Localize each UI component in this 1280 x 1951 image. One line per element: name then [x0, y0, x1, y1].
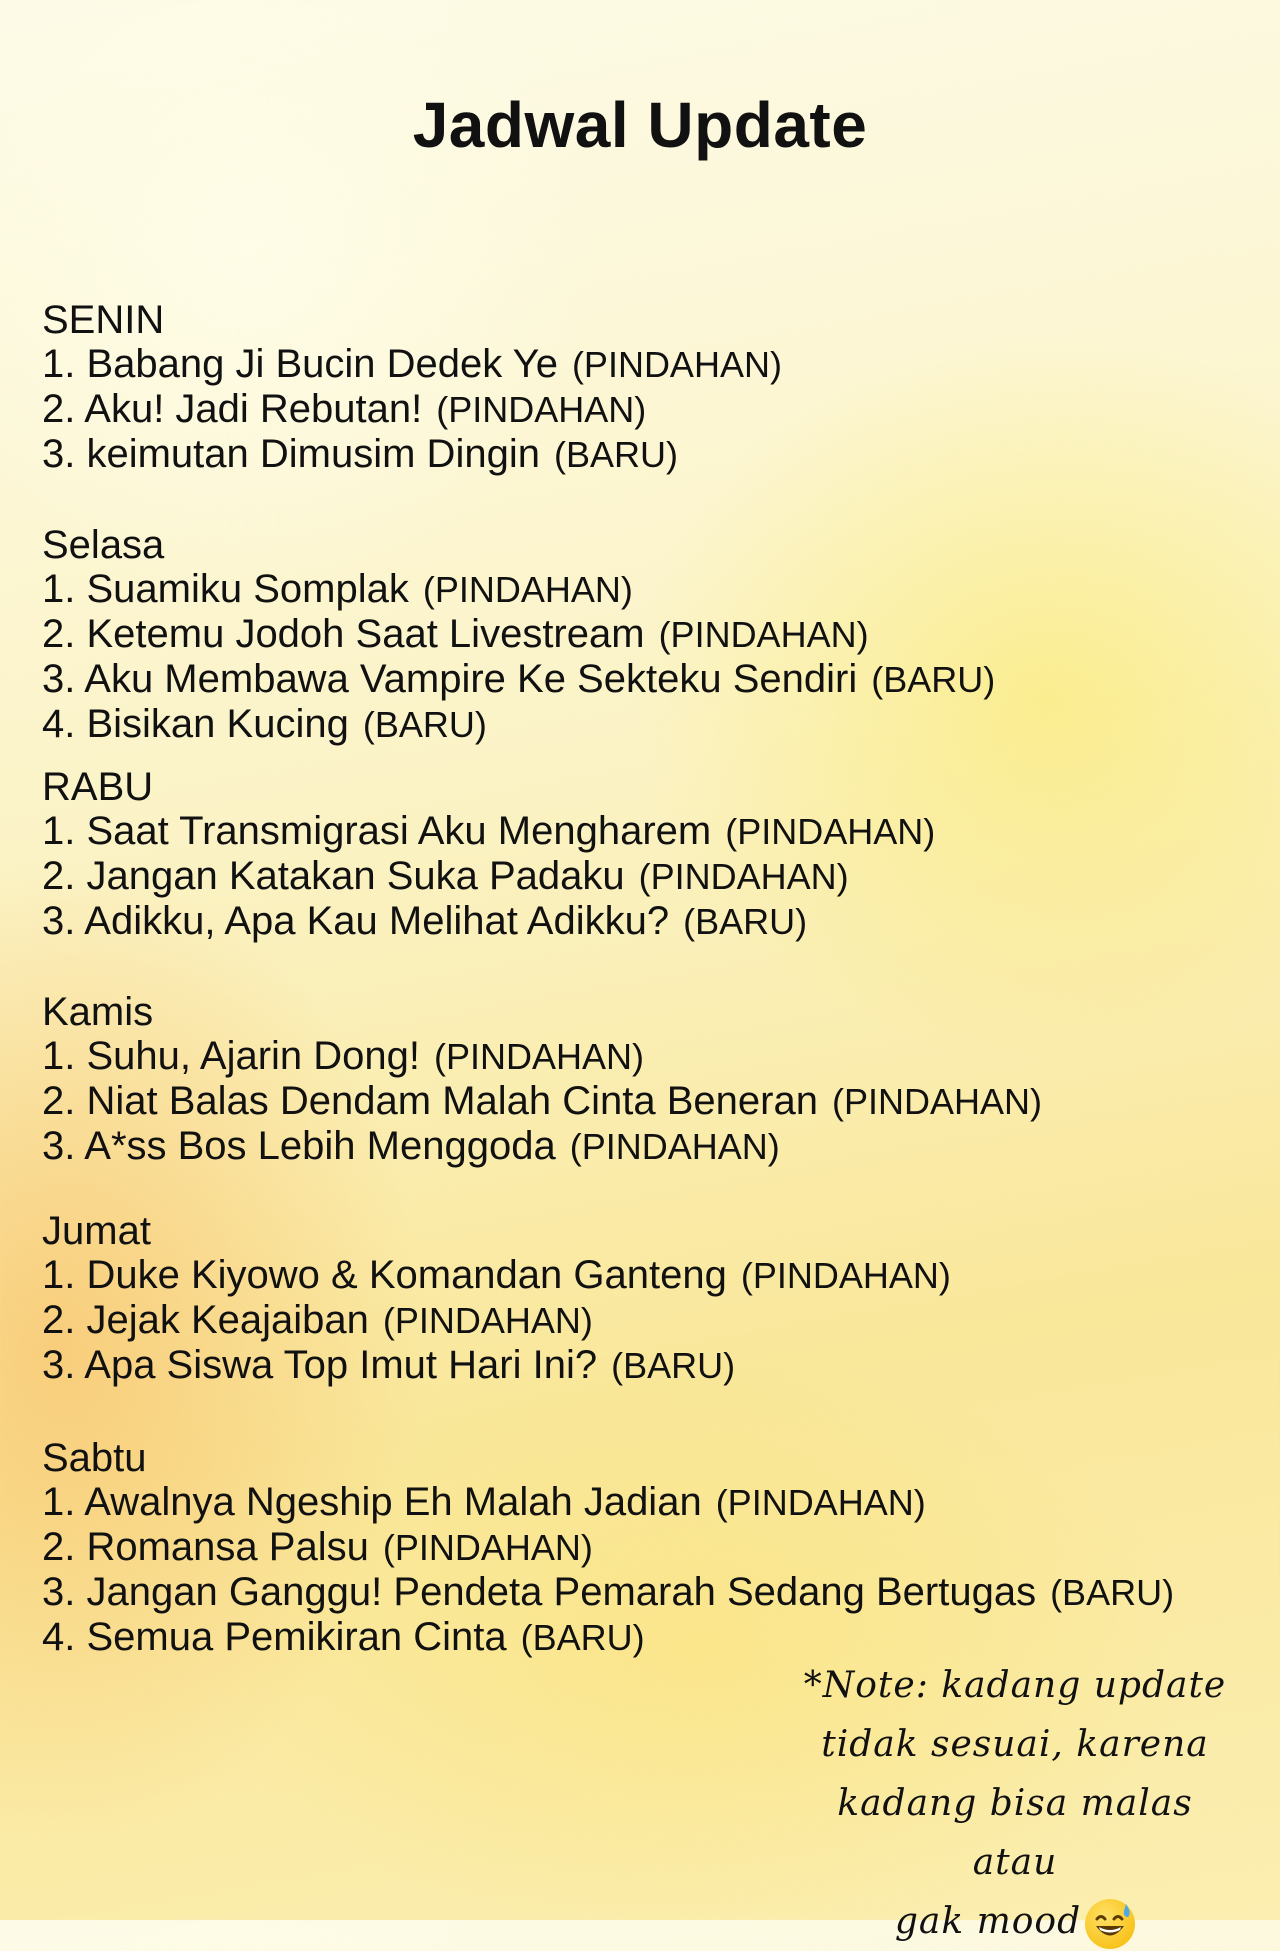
list-item	[42, 854, 1242, 899]
item-title: 1. Suamiku Somplak	[42, 567, 409, 611]
grinning-sweat-emoji-icon	[1085, 1899, 1135, 1949]
day-senin	[42, 298, 1242, 477]
item-title: 2. Ketemu Jodoh Saat Livestream	[42, 612, 645, 656]
list-item	[42, 387, 1242, 432]
list-item	[42, 702, 1242, 747]
item-title: 4. Bisikan Kucing	[42, 702, 349, 746]
item-status: (BARU)	[683, 901, 808, 942]
note-line: tidak sesuai, karena	[821, 1724, 1209, 1765]
list-item	[42, 899, 1242, 944]
list-item	[42, 1343, 1242, 1388]
list-item	[42, 1570, 1242, 1615]
day-name: Sabtu	[42, 1436, 147, 1480]
item-status: (PINDAHAN)	[434, 1036, 645, 1077]
list-item	[42, 612, 1242, 657]
page-title: Jadwal Update	[412, 89, 868, 161]
item-title: 2. Romansa Palsu	[42, 1525, 369, 1569]
day-jumat	[42, 1209, 1242, 1388]
list-item	[42, 657, 1242, 702]
list-item	[42, 1079, 1242, 1124]
item-status: (BARU)	[362, 704, 487, 745]
item-title: 1. Suhu, Ajarin Dong!	[42, 1034, 421, 1078]
note-line-text: gak mood	[894, 1901, 1082, 1942]
item-title: 1. Awalnya Ngeship Eh Malah Jadian	[42, 1480, 702, 1524]
item-title: 2. Jangan Katakan Suka Padaku	[42, 854, 625, 898]
list-item	[42, 1253, 1242, 1298]
day-name: Jumat	[42, 1209, 151, 1253]
item-status: (PINDAHAN)	[740, 1255, 951, 1296]
list-item	[42, 342, 1242, 387]
day-rabu	[42, 765, 1242, 944]
item-status: (PINDAHAN)	[725, 811, 936, 852]
note-line: kadang bisa malas atau	[837, 1783, 1193, 1883]
item-status: (PINDAHAN)	[382, 1527, 593, 1568]
list-item	[42, 1525, 1242, 1570]
item-title: 3. Apa Siswa Top Imut Hari Ini?	[42, 1343, 598, 1387]
list-item	[42, 1298, 1242, 1343]
item-title: 4. Semua Pemikiran Cinta	[42, 1615, 507, 1659]
item-title: 3. A*ss Bos Lebih Menggoda	[42, 1124, 556, 1168]
note-text	[790, 1656, 1240, 1951]
note-line	[790, 1892, 1240, 1951]
item-title: 1. Babang Ji Bucin Dedek Ye	[42, 342, 558, 386]
day-selasa	[42, 523, 1242, 747]
day-kamis	[42, 990, 1242, 1169]
item-status: (BARU)	[871, 659, 996, 700]
note-line: *Note: kadang update	[803, 1665, 1227, 1706]
item-title: 1. Saat Transmigrasi Aku Mengharem	[42, 809, 712, 853]
item-status: (PINDAHAN)	[571, 344, 782, 385]
item-title: 2. Aku! Jadi Rebutan!	[42, 387, 423, 431]
list-item	[42, 1480, 1242, 1525]
item-title: 1. Duke Kiyowo & Komandan Ganteng	[42, 1253, 727, 1297]
item-status: (PINDAHAN)	[831, 1081, 1042, 1122]
item-title: 3. keimutan Dimusim Dingin	[42, 432, 540, 476]
item-status: (BARU)	[611, 1345, 736, 1386]
list-item	[42, 432, 1242, 477]
item-status: (BARU)	[1050, 1572, 1175, 1613]
item-status: (BARU)	[520, 1617, 645, 1658]
list-item	[42, 567, 1242, 612]
list-item	[42, 1615, 1242, 1660]
item-title: 3. Jangan Ganggu! Pendeta Pemarah Sedang Bertugas	[42, 1570, 1037, 1614]
day-name: RABU	[42, 765, 154, 809]
list-item	[42, 1124, 1242, 1169]
item-status: (PINDAHAN)	[715, 1482, 926, 1523]
day-name: Kamis	[42, 990, 154, 1034]
schedule-list	[42, 298, 1242, 1660]
item-status: (BARU)	[553, 434, 678, 475]
item-status: (PINDAHAN)	[382, 1300, 593, 1341]
list-item	[42, 1034, 1242, 1079]
item-title: 2. Niat Balas Dendam Malah Cinta Beneran	[42, 1079, 818, 1123]
item-status: (PINDAHAN)	[638, 856, 849, 897]
item-status: (PINDAHAN)	[436, 389, 647, 430]
item-status: (PINDAHAN)	[569, 1126, 780, 1167]
day-sabtu	[42, 1436, 1242, 1660]
item-title: 3. Adikku, Apa Kau Melihat Adikku?	[42, 899, 670, 943]
day-name: Selasa	[42, 523, 165, 567]
list-item	[42, 809, 1242, 854]
item-title: 3. Aku Membawa Vampire Ke Sekteku Sendiri	[42, 657, 858, 701]
day-name: SENIN	[42, 298, 165, 342]
item-status: (PINDAHAN)	[658, 614, 869, 655]
item-title: 2. Jejak Keajaiban	[42, 1298, 369, 1342]
item-status: (PINDAHAN)	[422, 569, 633, 610]
